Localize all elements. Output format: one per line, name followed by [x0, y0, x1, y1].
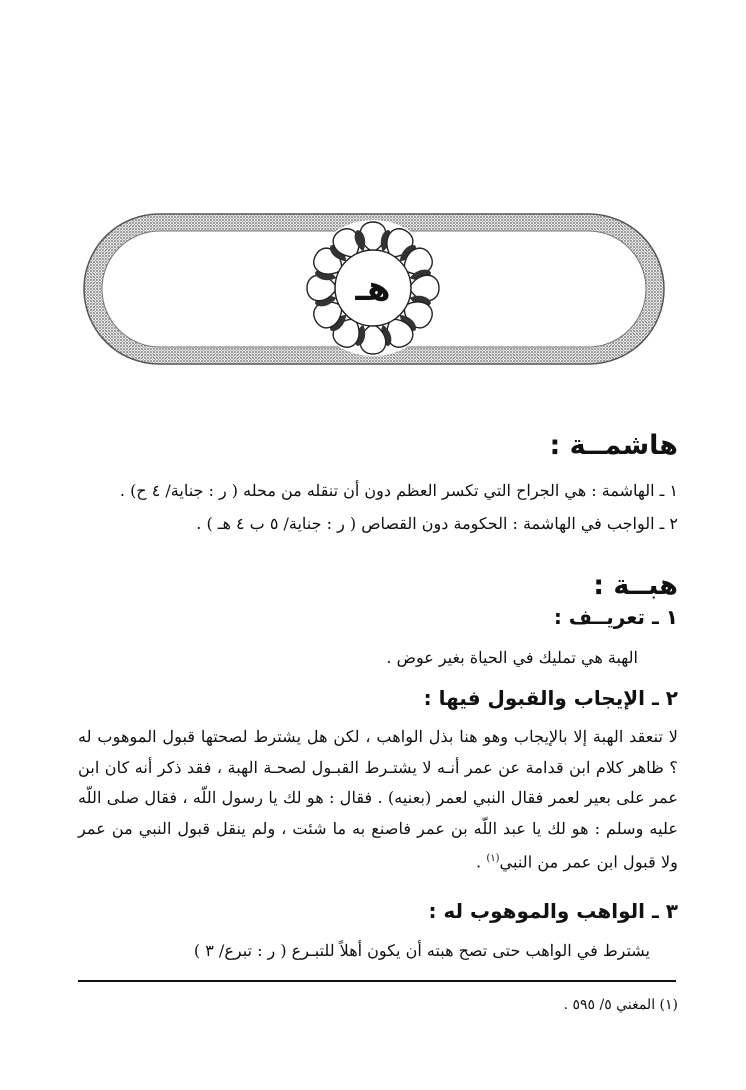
- donor-recipient-text: يشترط في الواهب حتى تصح هبته أن يكون أهلاً للتبـرع ( ر : تبرع/ ٣ ): [193, 941, 650, 960]
- footnote-reference: (١): [486, 853, 500, 864]
- entry-title-hashima: هاشمــة :: [549, 430, 678, 461]
- subheading-offer-acceptance: ٢ ـ الإيجاب والقبول فيها :: [423, 686, 678, 710]
- hashima-item-2: ٢ ـ الواجب في الهاشمة : الحكومة دون القصاص ( ر : جناية/ ٥ ب ٤ هـ ) .: [196, 514, 678, 533]
- offer-acceptance-paragraph: [78, 722, 678, 878]
- paragraph-text: لا تنعقد الهبة إلا بالإيجاب وهو هنا بذل الواهب ، لكن هل يشترط لصحتها قبول الموهوب له ؟ ظاهر كلام ابن قدامة عن عمر أنـه لا يشتـرط القبـول لصحـة الهبة ، فقد ذكر أنه كان ابن عمر على بعير لعمر فقال النبي لعمر (بعنيه) . فقال : هو لك يا رسول اللّه ، فقال صلى اللّه عليه وسلم : هو لك يا عبد اللّه بن عمر فاصنع به ما شئت ، ولم ينقل قبول النبي من عمر ولا قبول ابن عمر من النبي: [78, 727, 678, 872]
- rosette-ornament: [305, 220, 441, 356]
- footnote-divider: [78, 980, 676, 982]
- paragraph-end: .: [476, 852, 487, 872]
- subheading-definition: ١ ـ تعريــف :: [553, 605, 678, 629]
- chapter-letter: هـ: [355, 269, 391, 309]
- hashima-item-1: ١ ـ الهاشمة : هي الجراح التي تكسر العظم دون أن تنقله من محله ( ر : جناية/ ٤ ح) .: [119, 481, 678, 500]
- chapter-banner: [0, 0, 746, 400]
- definition-text: الهبة هي تمليك في الحياة بغير عوض .: [386, 648, 638, 667]
- subheading-donor-recipient: ٣ ـ الواهب والموهوب له :: [428, 899, 678, 923]
- entry-title-hiba: هبــة :: [593, 570, 678, 601]
- footnote-1: (١) المغني ٥/ ٥٩٥ .: [563, 997, 678, 1013]
